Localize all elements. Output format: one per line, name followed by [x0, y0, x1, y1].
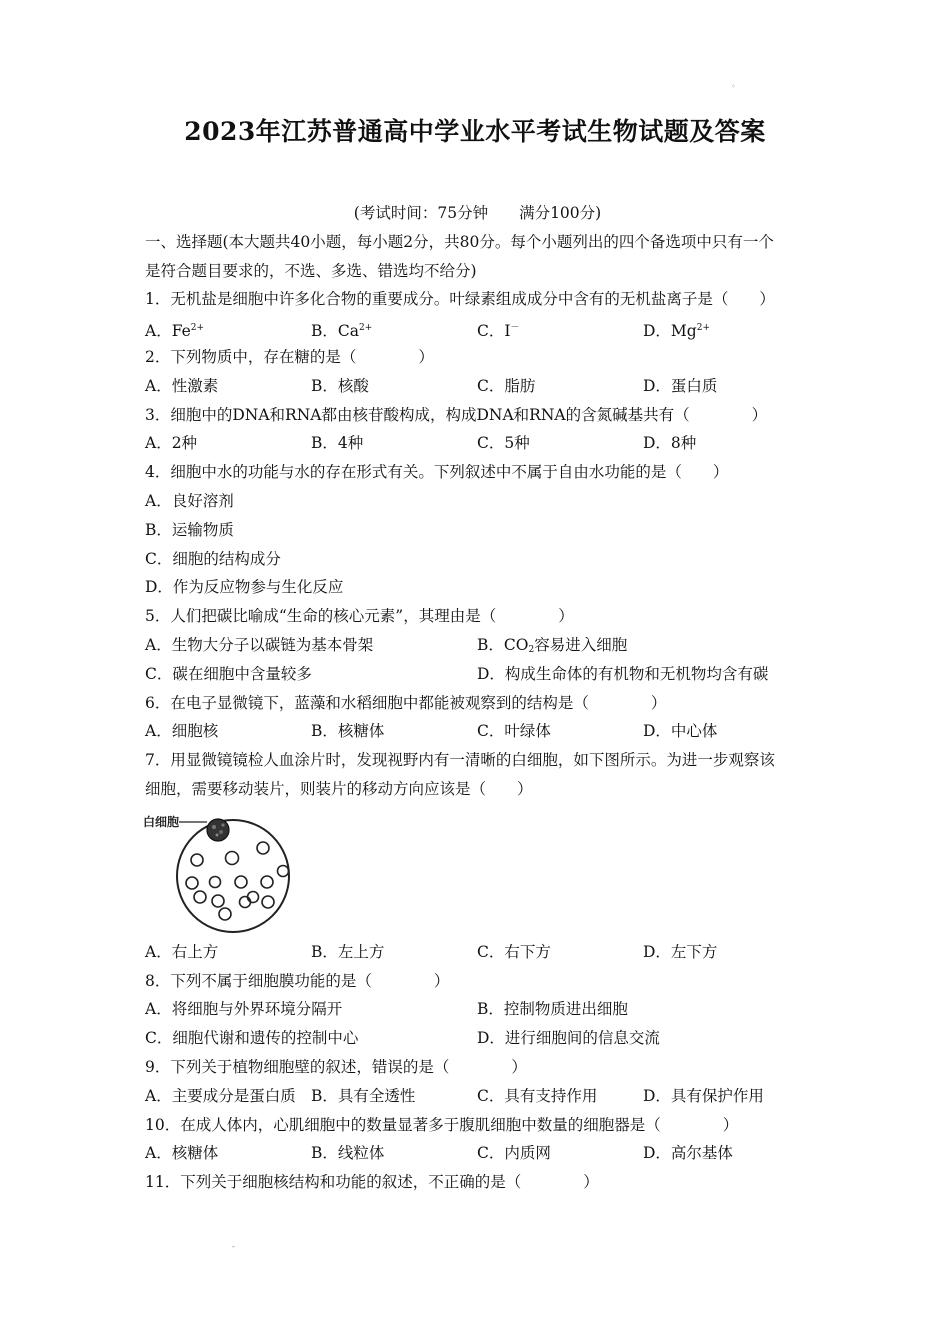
question-1-option-b: B．$Ca^{2+}$ — [311, 322, 373, 341]
question-2-option-b: B．核酸 — [311, 376, 369, 395]
question-8-options-row-2 — [145, 1024, 810, 1053]
question-11-stem: 11．下列关于细胞核结构和功能的叙述，不正确的是（ ） — [145, 1173, 599, 1192]
question-2-option-a: A．性激素 — [145, 376, 219, 395]
question-4-option-b: B．运输物质 — [145, 520, 234, 539]
field-of-view-circle — [177, 820, 289, 932]
question-6-option-c: C．叶绿体 — [477, 722, 551, 741]
question-5-option-a: A．生物大分子以碳链为基本骨架 — [145, 635, 374, 654]
question-2-stem: 2．下列物质中，存在糖的是（ ） — [145, 347, 434, 366]
white-blood-cell-label: 白细胞 — [143, 814, 180, 829]
question-3-stem: 3．细胞中的DNA和RNA都由核苷酸构成，构成DNA和RNA的含氮碱基共有（ ） — [145, 405, 768, 424]
question-5-option-b: B．$CO_2$容易进入细胞 — [477, 635, 628, 655]
question-10-option-d: D．高尔基体 — [643, 1144, 733, 1163]
question-1-option-a: A．$Fe^{2+}$ — [145, 322, 205, 341]
question-5-option-c: C．碳在细胞中含量较多 — [145, 664, 312, 683]
question-10-options — [145, 1139, 810, 1168]
page-mark-top: ◦ — [731, 82, 736, 91]
question-5-options-row-2 — [145, 660, 810, 689]
question-6-option-d: D．中心体 — [643, 722, 718, 741]
question-10-option-a: A．核糖体 — [145, 1144, 219, 1163]
question-1-stem: 1．无机盐是细胞中许多化合物的重要成分。叶绿素组成成分中含有的无机盐离子是（ ） — [145, 290, 775, 309]
question-9-option-a: A．主要成分是蛋白质 — [145, 1086, 296, 1105]
question-1-option-d: D．$Mg^{2+}$ — [643, 322, 711, 341]
question-7-stem-line-1: 7．用显微镜镜检人血涂片时，发现视野内有一清晰的白细胞，如下图所示。为进一步观察该 — [145, 751, 775, 770]
question-9-options — [145, 1082, 810, 1111]
question-1-options — [145, 314, 810, 343]
question-1-option-c: C．I－ — [477, 322, 520, 341]
question-8-option-b: B．控制物质进出细胞 — [477, 1000, 628, 1019]
question-8-option-a: A．将细胞与外界环境分隔开 — [145, 1000, 343, 1019]
question-6-stem: 6．在电子显微镜下，蓝藻和水稻细胞中都能被观察到的结构是（ ） — [145, 693, 667, 712]
question-3-option-b: B．4种 — [311, 434, 364, 453]
page-title: 2023年江苏普通高中学业水平考试生物试题及答案 — [184, 117, 766, 146]
question-10-stem: 10．在成人体内，心肌细胞中的数量显著多于腹肌细胞中数量的细胞器是（ ） — [145, 1115, 739, 1134]
exam-info: (考试时间：75分钟 满分100分) — [353, 204, 602, 222]
question-2-option-d: D．蛋白质 — [643, 376, 718, 395]
question-7-option-d: D．左下方 — [643, 942, 718, 961]
question-4-option-a: A．良好溶剂 — [145, 491, 234, 510]
question-7-stem-line-2: 细胞，需要移动装片，则装片的移动方向应该是（ ） — [145, 779, 533, 798]
question-8-option-d: D．进行细胞间的信息交流 — [477, 1029, 660, 1048]
exam-content — [145, 199, 810, 1197]
question-7-options — [145, 938, 810, 967]
question-2-options — [145, 372, 810, 401]
question-6-options — [145, 717, 810, 746]
question-10-option-c: C．内质网 — [477, 1144, 551, 1163]
question-9-stem: 9．下列关于植物细胞壁的叙述，错误的是（ ） — [145, 1057, 527, 1076]
microscope-field-diagram — [143, 804, 313, 938]
question-6-option-b: B．核糖体 — [311, 722, 385, 741]
question-3-options — [145, 429, 810, 458]
microscope-field-figure — [145, 804, 810, 938]
question-7-option-b: B．左上方 — [311, 942, 385, 961]
question-7-option-c: C．右下方 — [477, 942, 551, 961]
question-4-option-d: D．作为反应物参与生化反应 — [145, 578, 344, 597]
question-2-option-c: C．脂肪 — [477, 376, 536, 395]
question-3-option-d: D．8种 — [643, 434, 697, 453]
page-mark-bottom: - — [232, 1242, 235, 1251]
question-8-options-row-1 — [145, 995, 810, 1024]
question-8-stem: 8．下列不属于细胞膜功能的是（ ） — [145, 971, 450, 990]
question-6-option-a: A．细胞核 — [145, 722, 219, 741]
question-10-option-b: B．线粒体 — [311, 1144, 385, 1163]
red-blood-cells — [186, 842, 289, 920]
question-5-options-row-1 — [145, 631, 810, 660]
question-9-option-b: B．具有全透性 — [311, 1086, 416, 1105]
question-3-option-a: A．2种 — [145, 434, 198, 453]
section-heading-line-1: 一、选择题(本大题共40小题，每小题2分，共80分。每个小题列出的四个备选项中只有一个 — [145, 232, 774, 251]
question-4-option-c: C．细胞的结构成分 — [145, 549, 281, 568]
question-9-option-d: D．具有保护作用 — [643, 1086, 764, 1105]
question-4-stem: 4．细胞中水的功能与水的存在形式有关。下列叙述中不属于自由水功能的是（ ） — [145, 463, 729, 482]
white-blood-cell — [207, 819, 229, 841]
question-9-option-c: C．具有支持作用 — [477, 1086, 598, 1105]
question-3-option-c: C．5种 — [477, 434, 530, 453]
question-5-option-d: D．构成生命体的有机物和无机物均含有碳 — [477, 664, 769, 683]
question-7-option-a: A．右上方 — [145, 942, 219, 961]
question-8-option-c: C．细胞代谢和遗传的控制中心 — [145, 1029, 359, 1048]
question-5-stem: 5．人们把碳比喻成“生命的核心元素”，其理由是（ ） — [145, 607, 574, 626]
section-heading-line-2: 是符合题目要求的，不选、多选、错选均不给分) — [145, 261, 477, 280]
